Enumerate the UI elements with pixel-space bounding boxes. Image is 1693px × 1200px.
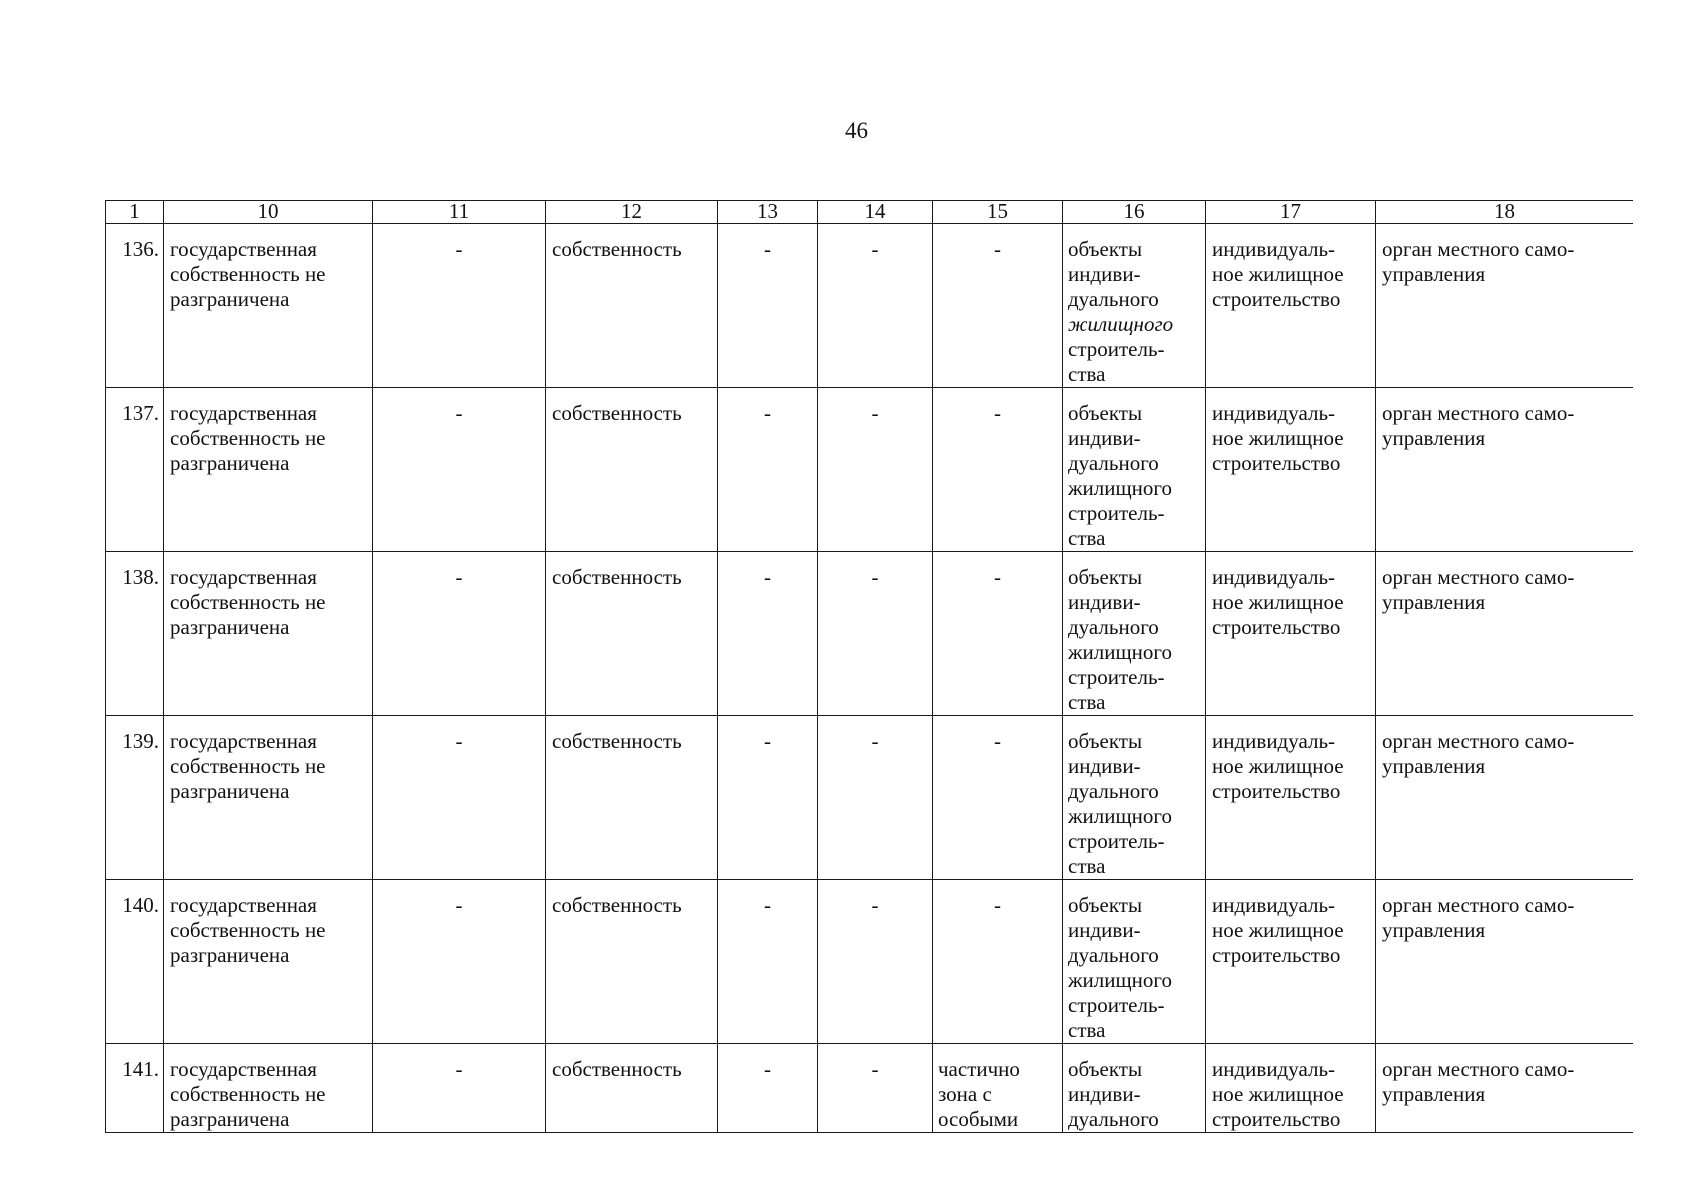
cell-line: государственная	[170, 729, 317, 753]
column-13-cell: -	[718, 224, 818, 388]
cell-line: индивидуаль-	[1212, 401, 1336, 425]
cell-line: ства	[1068, 526, 1106, 550]
cell-line: индиви-	[1068, 426, 1141, 450]
column-13-cell: -	[718, 552, 818, 716]
column-14-cell: -	[818, 224, 933, 388]
column-header: 1	[106, 201, 164, 224]
cell-line: -	[994, 237, 1001, 261]
cell-line: объекты	[1068, 401, 1143, 425]
cell-line: зона с	[938, 1082, 992, 1106]
cell-line: ства	[1068, 362, 1106, 386]
authority-cell	[1376, 552, 1634, 716]
permitted-use-cell	[1063, 1044, 1206, 1133]
cell-line: орган местного само-	[1382, 565, 1575, 589]
cell-line: управления	[1382, 590, 1486, 614]
permitted-use-cell	[1063, 552, 1206, 716]
cell-line: индивидуаль-	[1212, 893, 1336, 917]
cell-line: разграничена	[170, 615, 290, 639]
row-number-cell: 141.	[106, 1044, 164, 1133]
right-type-cell: собственность	[546, 388, 718, 552]
cell-line: дуального	[1068, 287, 1159, 311]
authority-cell	[1376, 716, 1634, 880]
table-row	[106, 388, 1634, 552]
row-number-cell: 139.	[106, 716, 164, 880]
cell-line: строитель-	[1068, 829, 1165, 853]
table-row	[106, 552, 1634, 716]
cell-line: собственность не	[170, 262, 326, 286]
cell-line: государственная	[170, 401, 317, 425]
column-number-row	[106, 201, 1634, 224]
permitted-use-cell	[1063, 388, 1206, 552]
cell-line: орган местного само-	[1382, 893, 1575, 917]
ownership-cell	[164, 224, 373, 388]
cell-line: -	[994, 729, 1001, 753]
cell-line: разграничена	[170, 779, 290, 803]
cell-line: собственность не	[170, 754, 326, 778]
cell-line: индивидуаль-	[1212, 565, 1336, 589]
zone-type-cell	[1206, 552, 1376, 716]
column-13-cell: -	[718, 1044, 818, 1133]
cell-line: объекты	[1068, 237, 1143, 261]
column-14-cell: -	[818, 552, 933, 716]
cell-line: индиви-	[1068, 754, 1141, 778]
cell-line: государственная	[170, 893, 317, 917]
cell-line: государственная	[170, 1057, 317, 1081]
cell-line: жилищного	[1068, 640, 1172, 664]
cell-line: объекты	[1068, 565, 1143, 589]
cell-line: индиви-	[1068, 262, 1141, 286]
cell-line: ное жилищное	[1212, 590, 1344, 614]
zone-type-cell	[1206, 224, 1376, 388]
right-type-cell: собственность	[546, 552, 718, 716]
cell-line: ное жилищное	[1212, 918, 1344, 942]
column-14-cell: -	[818, 388, 933, 552]
cell-line: собственность не	[170, 1082, 326, 1106]
authority-cell	[1376, 388, 1634, 552]
row-number-cell: 136.	[106, 224, 164, 388]
column-header: 14	[818, 201, 933, 224]
column-14-cell: -	[818, 880, 933, 1044]
cell-line: собственность не	[170, 918, 326, 942]
table-body	[106, 224, 1634, 1133]
table-row	[106, 716, 1634, 880]
cell-line: строительство	[1212, 287, 1341, 311]
table-header	[106, 201, 1634, 224]
cell-line: строительство	[1212, 943, 1341, 967]
zone-type-cell	[1206, 388, 1376, 552]
ownership-cell	[164, 1044, 373, 1133]
zone-type-cell	[1206, 880, 1376, 1044]
column-13-cell: -	[718, 388, 818, 552]
column-header: 11	[373, 201, 546, 224]
land-plots-table	[105, 200, 1633, 1133]
cell-line: разграничена	[170, 451, 290, 475]
cell-line: ства	[1068, 690, 1106, 714]
cell-line: индивидуаль-	[1212, 1057, 1336, 1081]
cell-line: -	[994, 565, 1001, 589]
cell-line: управления	[1382, 1082, 1486, 1106]
cell-line: индивидуаль-	[1212, 237, 1336, 261]
ownership-cell	[164, 552, 373, 716]
ownership-cell	[164, 880, 373, 1044]
cell-line: строительство	[1212, 1107, 1341, 1131]
right-type-cell: собственность	[546, 224, 718, 388]
permitted-use-cell	[1063, 716, 1206, 880]
cell-line: управления	[1382, 426, 1486, 450]
right-type-cell: собственность	[546, 716, 718, 880]
column-13-cell: -	[718, 880, 818, 1044]
row-number-cell: 138.	[106, 552, 164, 716]
cell-line: ства	[1068, 1018, 1106, 1042]
cell-line: объекты	[1068, 1057, 1143, 1081]
cell-line: индиви-	[1068, 1082, 1141, 1106]
cell-line: индиви-	[1068, 918, 1141, 942]
column-header: 13	[718, 201, 818, 224]
zone-type-cell	[1206, 716, 1376, 880]
cell-line: ное жилищное	[1212, 426, 1344, 450]
cell-line: управления	[1382, 918, 1486, 942]
cell-line: -	[994, 893, 1001, 917]
cell-line: строительство	[1212, 615, 1341, 639]
cell-line: жилищного	[1068, 968, 1172, 992]
cell-line: дуального	[1068, 615, 1159, 639]
land-plots-table-wrapper	[105, 200, 1633, 1134]
cell-line: ное жилищное	[1212, 1082, 1344, 1106]
cell-line: объекты	[1068, 729, 1143, 753]
cell-line: управления	[1382, 262, 1486, 286]
column-header: 12	[546, 201, 718, 224]
cell-line: строительство	[1212, 779, 1341, 803]
cell-line: строительство	[1212, 451, 1341, 475]
authority-cell	[1376, 1044, 1634, 1133]
cell-line: разграничена	[170, 1107, 290, 1131]
column-header: 10	[164, 201, 373, 224]
cell-line: ства	[1068, 854, 1106, 878]
permitted-use-cell	[1063, 880, 1206, 1044]
table-row	[106, 880, 1634, 1044]
column-header: 16	[1063, 201, 1206, 224]
cell-line: орган местного само-	[1382, 1057, 1575, 1081]
restrictions-cell	[933, 1044, 1063, 1133]
column-11-cell: -	[373, 388, 546, 552]
column-11-cell: -	[373, 716, 546, 880]
restrictions-cell	[933, 224, 1063, 388]
restrictions-cell	[933, 716, 1063, 880]
cell-line: дуального	[1068, 451, 1159, 475]
cell-line: строитель-	[1068, 337, 1165, 361]
column-13-cell: -	[718, 716, 818, 880]
page-number: 46	[845, 118, 868, 143]
cell-line: жилищного	[1068, 476, 1172, 500]
row-number-cell: 137.	[106, 388, 164, 552]
column-11-cell: -	[373, 224, 546, 388]
cell-line: строитель-	[1068, 665, 1165, 689]
ownership-cell	[164, 716, 373, 880]
table-row	[106, 224, 1634, 388]
restrictions-cell	[933, 388, 1063, 552]
restrictions-cell	[933, 880, 1063, 1044]
cell-line: управления	[1382, 754, 1486, 778]
cell-line: дуального	[1068, 1107, 1159, 1131]
ownership-cell	[164, 388, 373, 552]
cell-line: собственность не	[170, 426, 326, 450]
column-11-cell: -	[373, 552, 546, 716]
column-11-cell: -	[373, 1044, 546, 1133]
table-row	[106, 1044, 1634, 1133]
cell-line: дуального	[1068, 943, 1159, 967]
right-type-cell: собственность	[546, 880, 718, 1044]
cell-line: разграничена	[170, 287, 290, 311]
cell-line: орган местного само-	[1382, 237, 1575, 261]
cell-line: собственность не	[170, 590, 326, 614]
cell-line: объекты	[1068, 893, 1143, 917]
column-header: 18	[1376, 201, 1634, 224]
column-11-cell: -	[373, 880, 546, 1044]
cell-line: частично	[938, 1057, 1020, 1081]
authority-cell	[1376, 880, 1634, 1044]
cell-line: разграничена	[170, 943, 290, 967]
cell-line: ное жилищное	[1212, 754, 1344, 778]
column-header: 15	[933, 201, 1063, 224]
cell-line: ное жилищное	[1212, 262, 1344, 286]
column-14-cell: -	[818, 716, 933, 880]
zone-type-cell	[1206, 1044, 1376, 1133]
cell-line: строитель-	[1068, 501, 1165, 525]
cell-line: жилищного	[1068, 804, 1172, 828]
right-type-cell: собственность	[546, 1044, 718, 1133]
cell-line: особыми	[938, 1107, 1019, 1131]
cell-line: орган местного само-	[1382, 401, 1575, 425]
cell-line: -	[994, 401, 1001, 425]
cell-line: орган местного само-	[1382, 729, 1575, 753]
cell-line: индиви-	[1068, 590, 1141, 614]
cell-line: государственная	[170, 565, 317, 589]
column-14-cell: -	[818, 1044, 933, 1133]
cell-line: дуального	[1068, 779, 1159, 803]
permitted-use-cell	[1063, 224, 1206, 388]
authority-cell	[1376, 224, 1634, 388]
cell-line: жилищного	[1068, 312, 1174, 336]
cell-line: индивидуаль-	[1212, 729, 1336, 753]
restrictions-cell	[933, 552, 1063, 716]
cell-line: государственная	[170, 237, 317, 261]
row-number-cell: 140.	[106, 880, 164, 1044]
column-header: 17	[1206, 201, 1376, 224]
cell-line: строитель-	[1068, 993, 1165, 1017]
